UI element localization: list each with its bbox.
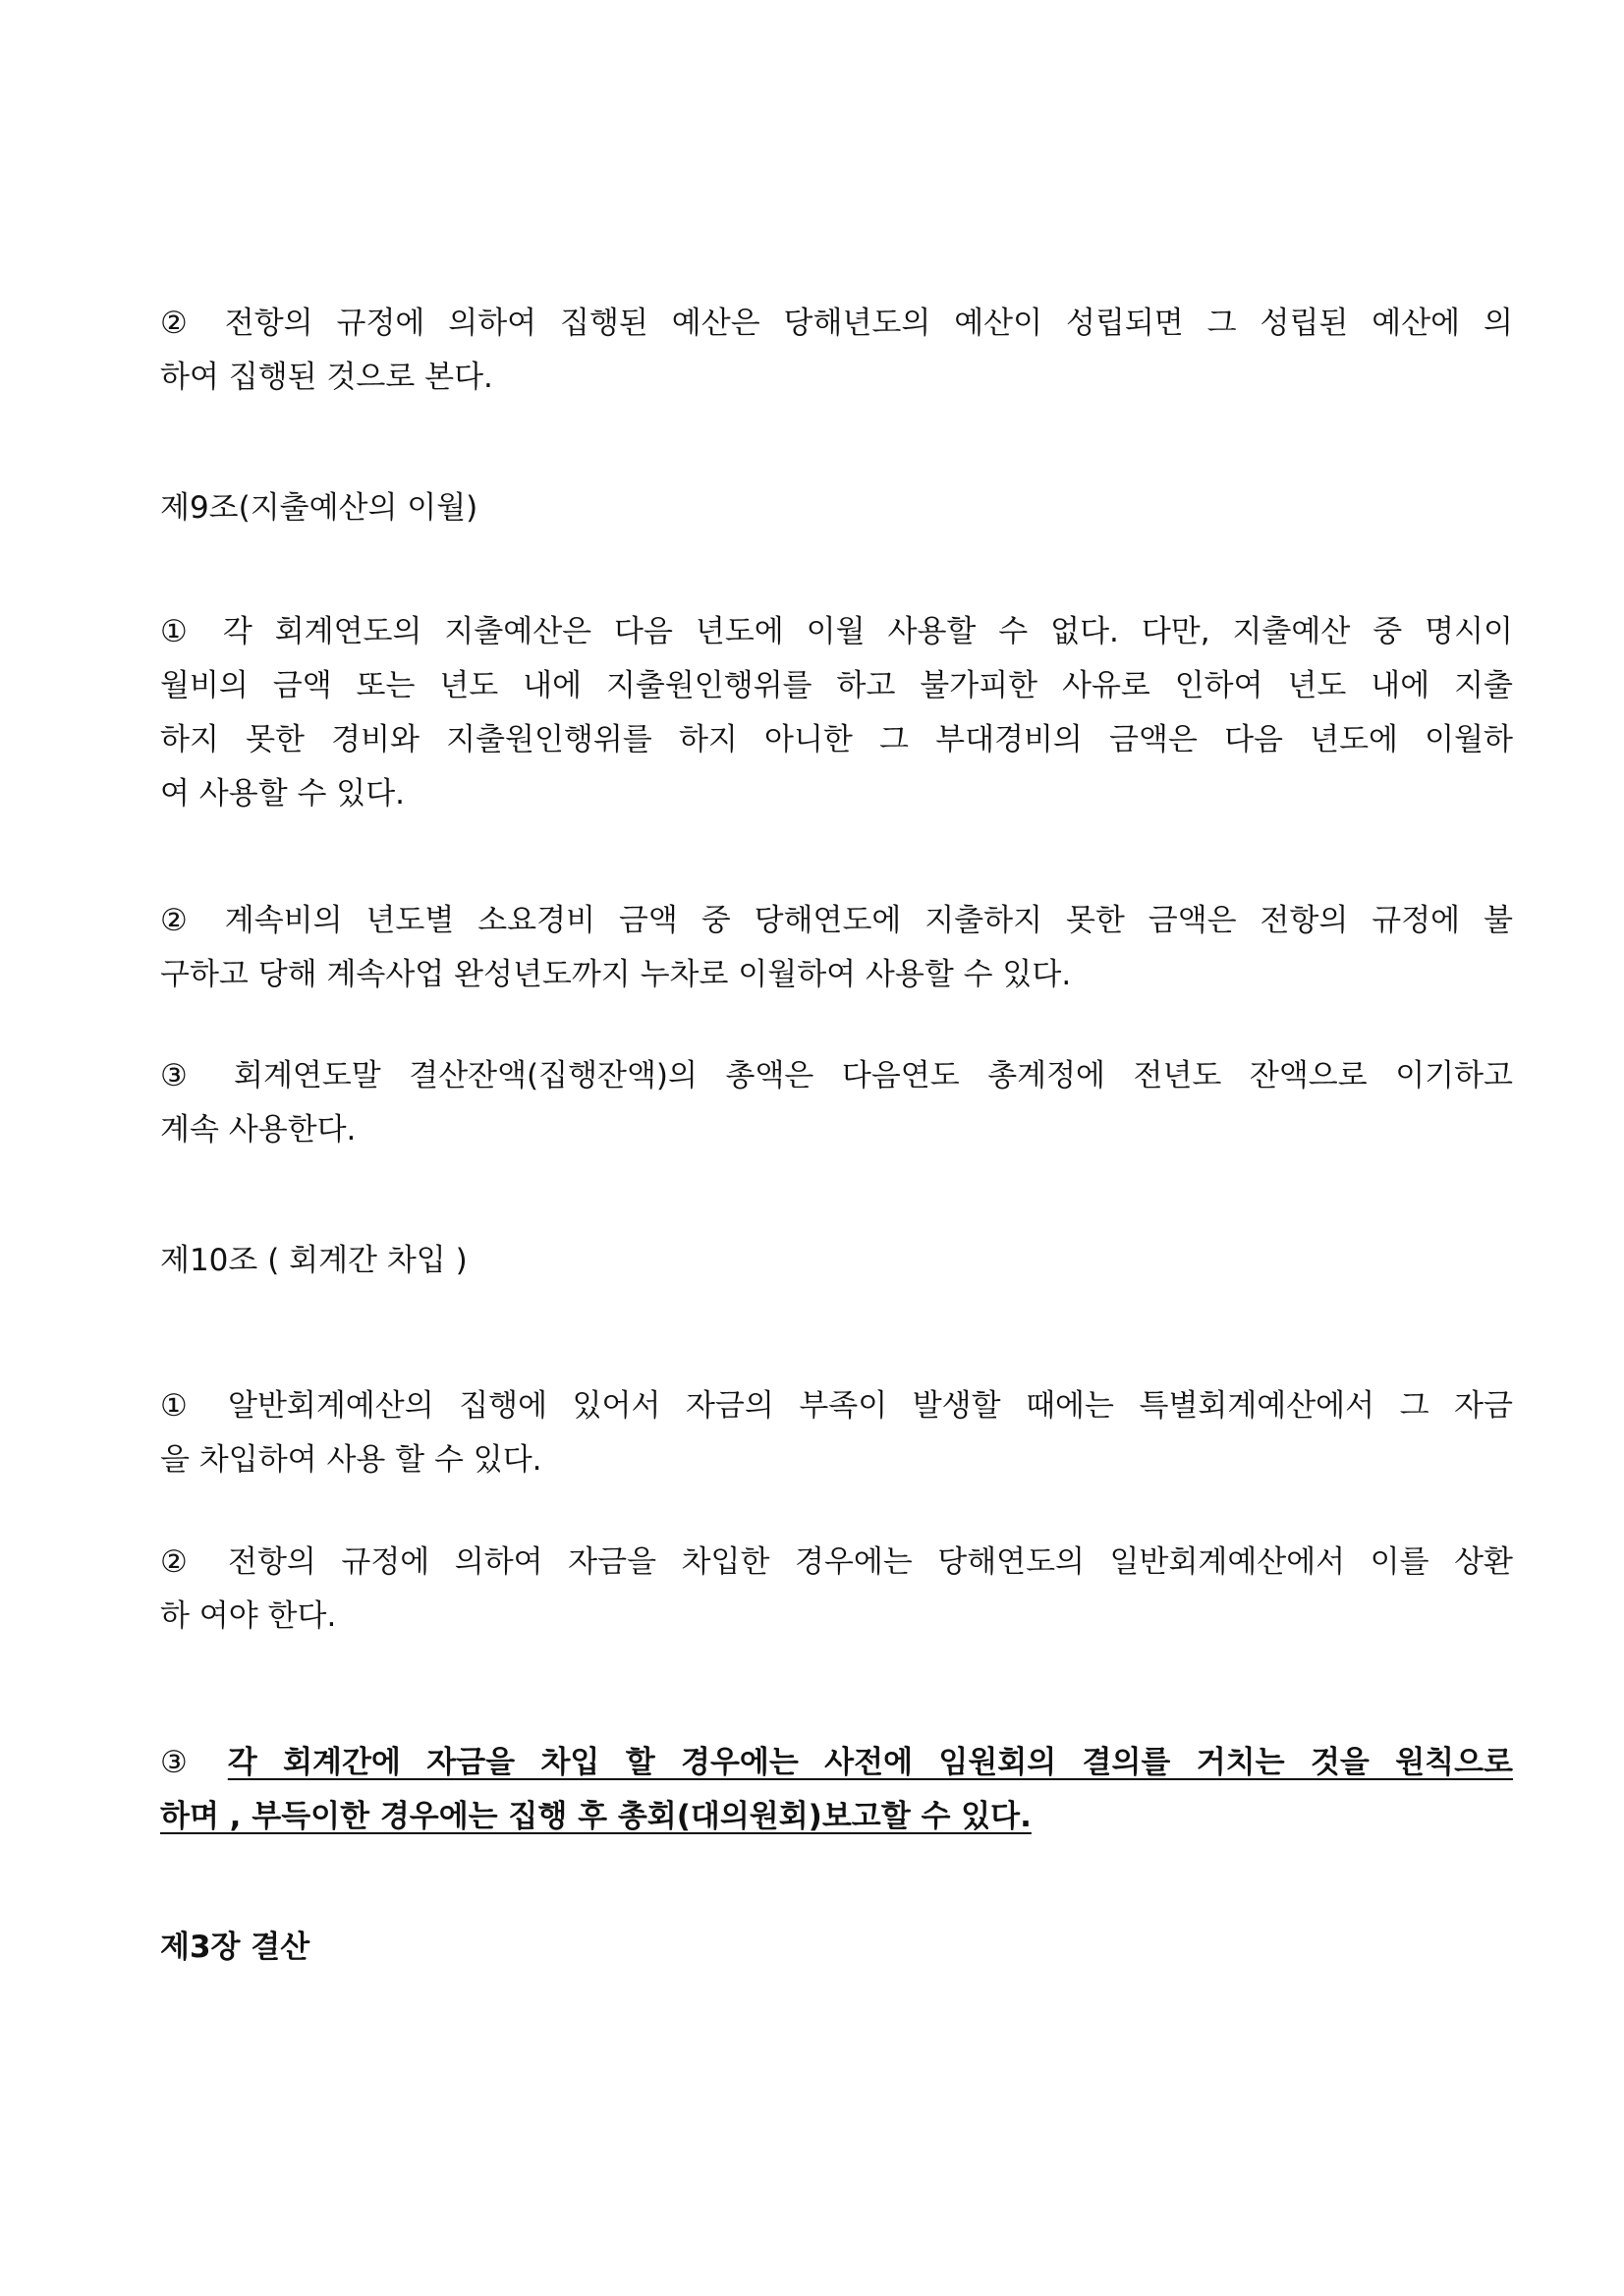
article-10-heading xyxy=(160,1234,1513,1288)
text-line: ① 각 회계연도의 지출예산은 다음 년도에 이월 사용할 수 없다. 다만, 지출예산 중 명시이 xyxy=(160,614,1513,649)
chapter-3-heading xyxy=(160,1921,1513,1975)
text-line: ② 계속비의 년도별 소요경비 금액 중 당해연도에 지출하지 못한 금액은 전항의 규정에 불 xyxy=(160,903,1513,938)
paragraph-art9-item1 xyxy=(160,605,1513,821)
text-line: 하여 집행된 것으로 본다. xyxy=(160,360,493,395)
text-line xyxy=(160,1736,1513,1790)
item-marker: ③ xyxy=(160,1745,228,1780)
text-line: ③ 회계연도말 결산잔액(집행잔액)의 총액은 다음연도 총계정에 전년도 잔액으로 이기하고 xyxy=(160,1058,1513,1093)
heading-text: 제3장 결산 xyxy=(160,1930,310,1965)
heading-text: 제10조 ( 회계간 차입 ) xyxy=(160,1243,468,1278)
heading-text: 제9조(지출예산의 이월) xyxy=(160,490,478,526)
paragraph-art10-item1 xyxy=(160,1379,1513,1487)
text-line: 을 차입하여 사용 할 수 있다. xyxy=(160,1442,542,1478)
article-9-heading xyxy=(160,481,1513,535)
text-line: 여 사용할 수 있다. xyxy=(160,776,406,812)
paragraph-art10-item2 xyxy=(160,1536,1513,1644)
emphasized-text: 각 회계간에 자금을 차입 할 경우에는 사전에 임원회의 결의를 거치는 것을 원칙으로 xyxy=(227,1745,1513,1780)
paragraph-art9-item3 xyxy=(160,1049,1513,1157)
text-line: 하지 못한 경비와 지출원인행위를 하지 아니한 그 부대경비의 금액은 다음 년도에 이월하 xyxy=(160,722,1513,757)
paragraph-art10-item3 xyxy=(160,1736,1513,1844)
text-line: 계속 사용한다. xyxy=(160,1112,357,1148)
text-line: 월비의 금액 또는 년도 내에 지출원인행위를 하고 불가피한 사유로 인하여 년도 내에 지출 xyxy=(160,668,1513,703)
text-line: 하 여야 한다. xyxy=(160,1598,337,1634)
text-line: ① 알반회계예산의 집행에 있어서 자금의 부족이 발생할 때에는 특별회계예산에서 그 자금 xyxy=(160,1388,1513,1424)
text-line: 구하고 당해 계속사업 완성년도까지 누차로 이월하여 사용할 수 있다. xyxy=(160,957,1072,992)
text-line: ② 전항의 규정에 의하여 자금을 차입한 경우에는 당해연도의 일반회계예산에서 이를 상환 xyxy=(160,1544,1513,1580)
text-line: ② 전항의 규정에 의하여 집행된 예산은 당해년도의 예산이 성립되면 그 성립된 예산에 의 xyxy=(160,306,1513,341)
text-line xyxy=(160,1790,1513,1844)
emphasized-text: 하며 , 부득이한 경우에는 집행 후 총회(대의원회)보고할 수 있다. xyxy=(160,1799,1032,1834)
paragraph-art9-item2 xyxy=(160,894,1513,1002)
paragraph-art8-item2 xyxy=(160,297,1513,405)
